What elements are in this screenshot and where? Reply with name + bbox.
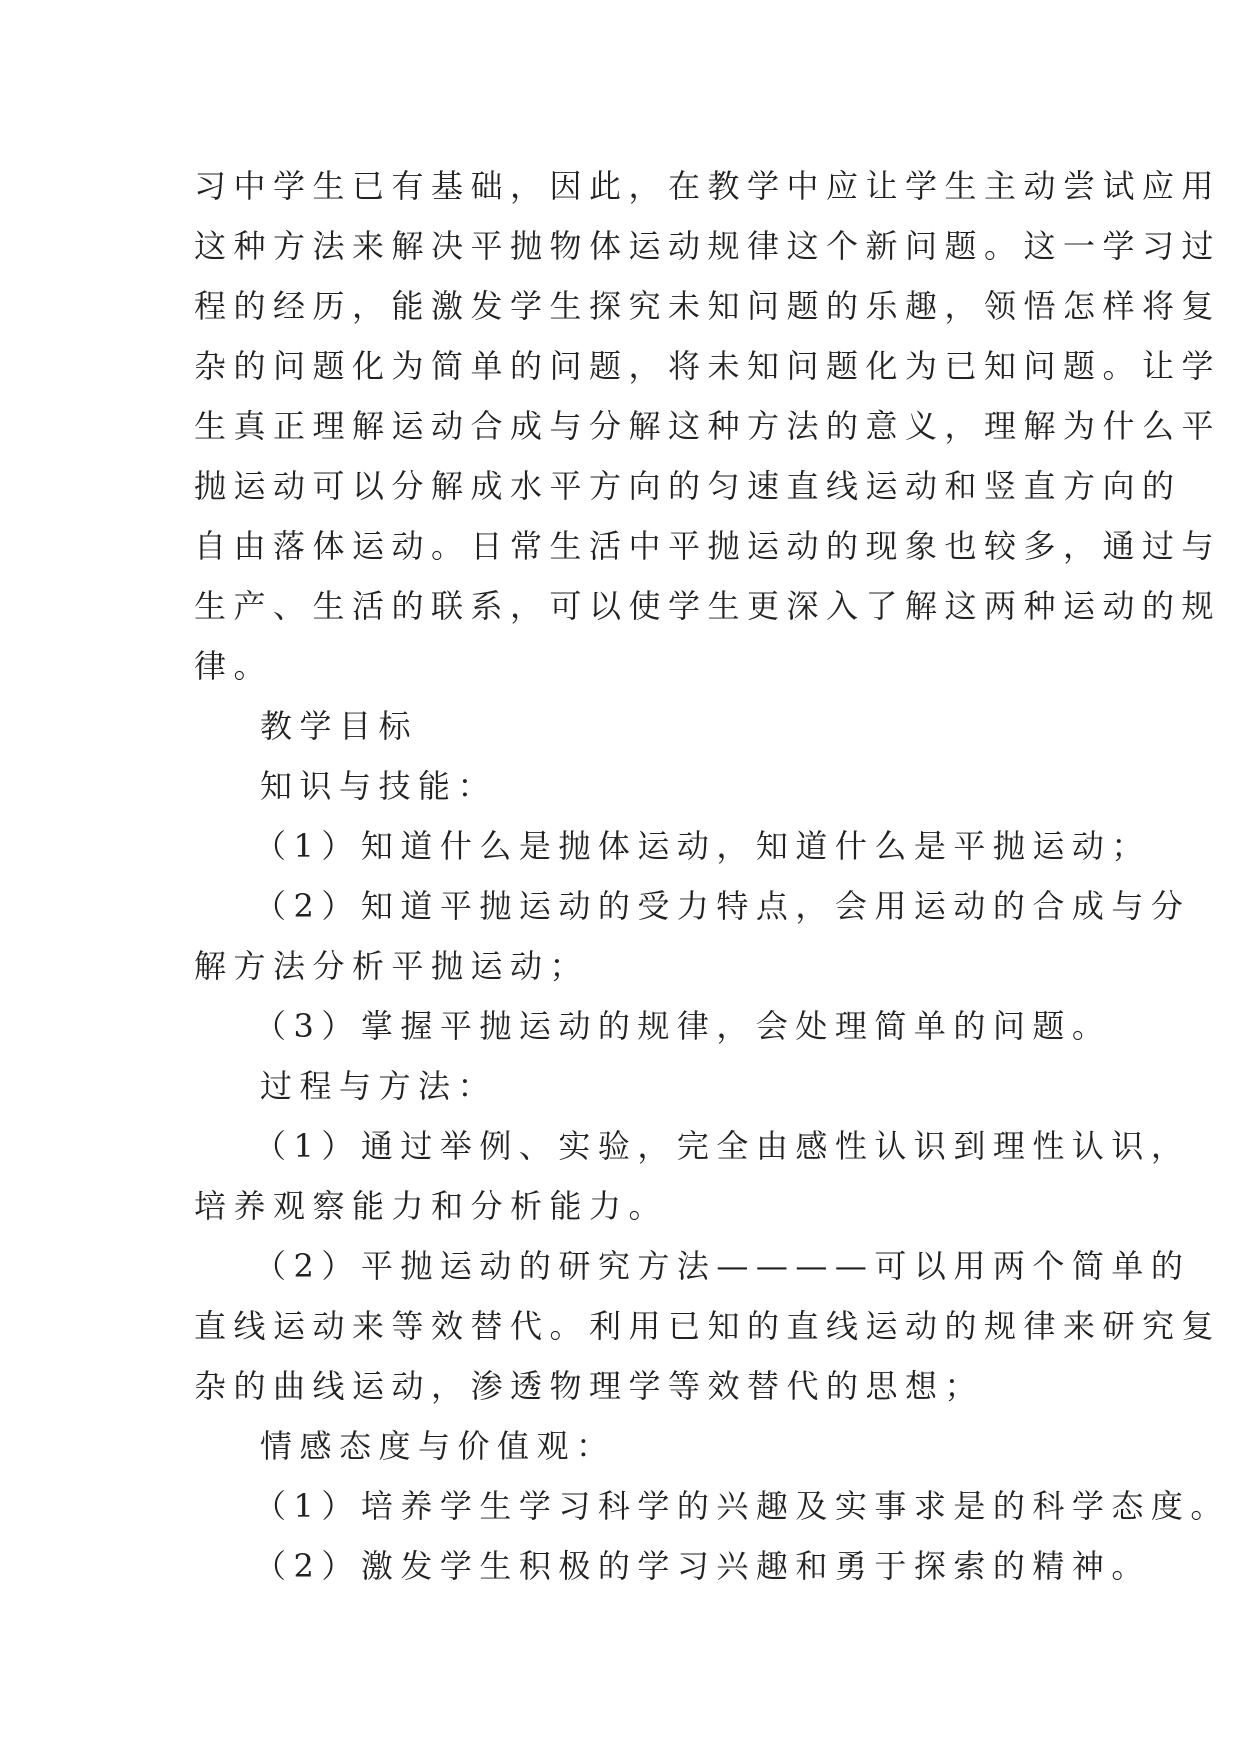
section-heading: 知识与技能： <box>260 767 498 805</box>
list-item-line: （1）知道什么是抛体运动，知道什么是平抛运动； <box>254 827 1151 865</box>
text-line: 律。 <box>194 647 274 685</box>
text-line: 这种方法来解决平抛物体运动规律这个新问题。这一学习过 <box>194 227 1222 265</box>
text-line: 杂的问题化为简单的问题，将未知问题化为已知问题。让学 <box>194 347 1222 385</box>
text-line: 生产、生活的联系，可以使学生更深入了解这两种运动的规 <box>194 587 1222 625</box>
section-heading: 过程与方法： <box>260 1067 498 1105</box>
list-item-line: （2）激发学生积极的学习兴趣和勇于探索的精神。 <box>254 1547 1151 1585</box>
list-item-line: （3）掌握平抛运动的规律，会处理简单的问题。 <box>254 1007 1112 1045</box>
section-heading: 情感态度与价值观： <box>260 1427 616 1465</box>
list-item-line: （2）平抛运动的研究方法————可以用两个简单的 <box>254 1247 1191 1285</box>
list-item-line: （1）通过举例、实验，完全由感性认识到理性认识， <box>254 1127 1191 1165</box>
list-item-line: （2）知道平抛运动的受力特点，会用运动的合成与分 <box>254 887 1191 925</box>
list-item-line: （1）培养学生学习科学的兴趣及实事求是的科学态度。 <box>254 1487 1230 1525</box>
text-line: 培养观察能力和分析能力。 <box>194 1187 669 1225</box>
text-line: 生真正理解运动合成与分解这种方法的意义，理解为什么平 <box>194 407 1222 445</box>
text-line: 习中学生已有基础，因此，在教学中应让学生主动尝试应用 <box>194 167 1222 205</box>
section-heading: 教学目标 <box>260 707 419 745</box>
text-line: 杂的曲线运动，渗透物理学等效替代的思想； <box>194 1367 985 1405</box>
text-line: 抛运动可以分解成水平方向的匀速直线运动和竖直方向的 <box>194 467 1182 505</box>
document-body <box>194 156 1230 1596</box>
text-line: 程的经历，能激发学生探究未知问题的乐趣，领悟怎样将复 <box>194 287 1222 325</box>
text-line: 自由落体运动。日常生活中平抛运动的现象也较多，通过与 <box>194 527 1222 565</box>
text-line: 直线运动来等效替代。利用已知的直线运动的规律来研究复 <box>194 1307 1222 1345</box>
text-line: 解方法分析平抛运动； <box>194 947 590 985</box>
